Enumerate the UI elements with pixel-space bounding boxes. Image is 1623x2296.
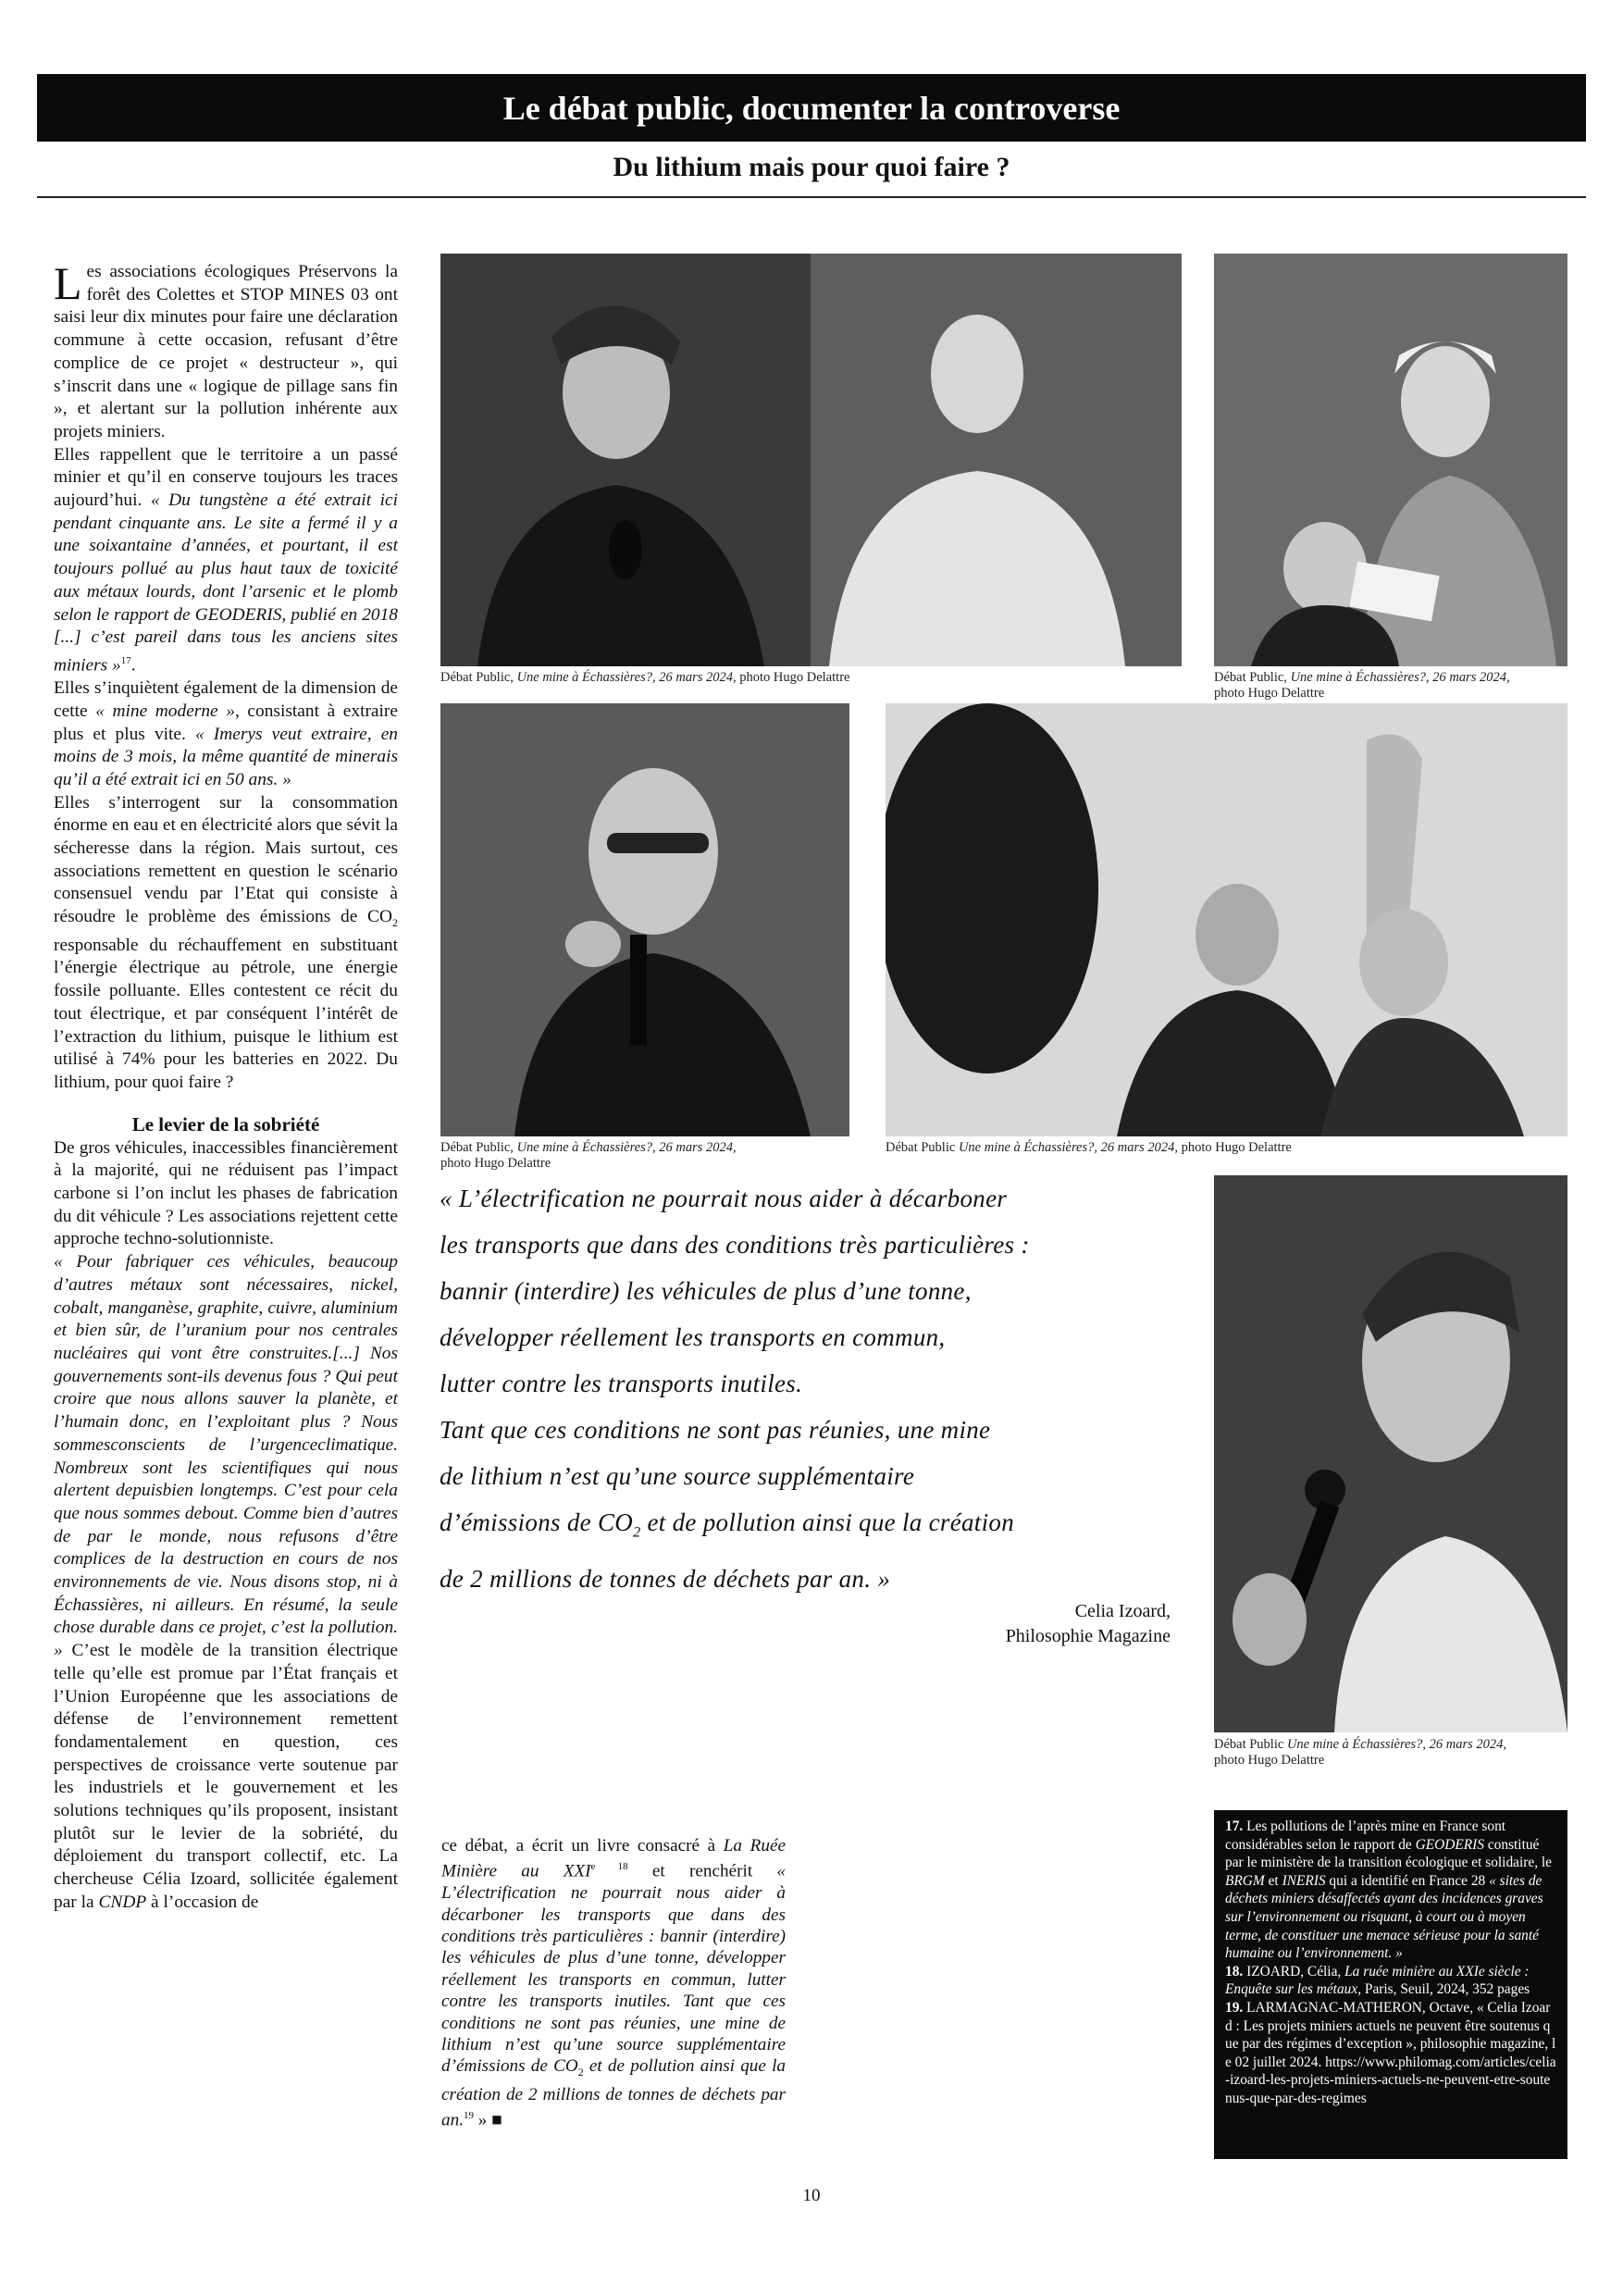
page-number: 10: [802, 2186, 821, 2205]
photo-audience-raising-hands: [886, 703, 1567, 1136]
footnote-ref-19[interactable]: 19: [463, 2110, 474, 2122]
caption-photo-3: Débat Public, Une mine à Échassières?, 26 mars 2024, photo Hugo Delattre: [440, 1140, 737, 1171]
header-divider: [37, 196, 1586, 198]
paragraph-mining-past: Elles rappellent que le territoire a un passé minier et qu’il en conserve toujours les traces aujourd’hui. « Du tungstène a été extrait ici pendant cinquante ans. Le site a fermé il y a une soixantaine d’années, et pourtant, il est toujours pollué au plus haut taux de toxicité aux métaux lourds, dont l’arsenic et le plomb selon le rapport de GEODERIS, publié en 2018 [...] c’est pareil dans tous les anciens sites miniers »$^{17}$.: [54, 444, 398, 676]
section-title: Le débat public, documenter la controverse: [502, 89, 1121, 127]
paragraph-modern-mine: Elles s’inquiètent également de la dimension de cette « mine moderne », consistant à extraire plus et plus vite. « Imerys veut extraire, en moins de 3 mois, la même quantité de minerais qu’il a été extrait ici en 50 ans. »: [54, 678, 398, 789]
photo-two-speakers: [440, 254, 1182, 666]
photo-woman-profile-microphone: [1214, 1175, 1567, 1732]
article-column-left: [54, 257, 399, 1915]
footnote-17: 17. Les pollutions de l’après mine en France sont considérables selon le rapport de GEODERIS constitué par le ministère de la transition écologique et solidaire, le BRGM et INERIS qui a identifié en France 28 « sites de déchets miniers désaffectés ayant des incidences graves sur l’environnement ou risquant, à court ou à moyen terme, de constituer une menace sérieuse pour la santé humaine ou l’environnement. »: [1225, 1818, 1553, 1962]
footnotes-box: [1214, 1810, 1567, 2159]
caption-photo-2: Débat Public, Une mine à Échassières?, 26 mars 2024, photo Hugo Delattre: [1214, 670, 1510, 701]
paragraph-izoard: ce débat, a écrit un livre consacré à La Ruée Minière au $XXI^{e 18}$ et renchérit « L’électrification ne pourrait nous aider à décarboner les transports que dans des conditions très particulières : bannir (interdire) les véhicules de plus d’une tonne, développer réellement les transports en commun, lutter contre les transports inutiles. Tant que ces conditions ne sont pas réunies, une mine de lithium n’est qu’une source supplémentaire d’émissions de $CO_2$ et de pollution ainsi que la création de 2 millions de tonnes de déchets par an.$^{19}$ » ■: [441, 1836, 787, 2130]
quote-attribution: [833, 1599, 1171, 1649]
photo-woman-speaking: [1214, 254, 1567, 666]
footnote-ref-17[interactable]: 17: [120, 654, 131, 666]
paragraph-consumption: Elles s’interrogent sur la consommation énorme en eau et en électricité alors que sévit la sécheresse dans la région. Mais surtout, ces associations remettent en question le scénario consensuel vendu par l’Etat qui consiste à résoudre le problème des émissions de $CO_2$ responsable du réchauffement en substituant l’énergie électrique au pétrole, une énergie fossile polluante. Elles contestent ce récit du tout électrique, et par conséquent l’intérêt de l’extraction du lithium, puisque le lithium est utilisé à 74% pour les batteries en 2022. Du lithium, pour quoi faire ?: [54, 792, 399, 1092]
paragraph-vehicles: De gros véhicules, inaccessibles financièrement à la majorité, qui ne réduisent pas l’impact carbone si l’on inclut les phases de fabrication du dit véhicule ? Les associations rejettent cette approche techno-solutionniste.: [54, 1137, 398, 1249]
photo-man-with-microphone: [440, 703, 849, 1136]
caption-photo-4: Débat Public Une mine à Échassières?, 26 mars 2024, photo Hugo Delattre: [886, 1140, 1292, 1155]
caption-photo-5: Débat Public Une mine à Échassières?, 26 mars 2024, photo Hugo Delattre: [1214, 1737, 1507, 1768]
caption-photo-1: Débat Public, Une mine à Échassières?, 26 mars 2024, photo Hugo Delattre: [440, 670, 850, 685]
drop-cap: L: [54, 257, 82, 309]
footnote-19: 19. LARMAGNAC-MATHERON, Octave, « Celia Izoard : Les projets miniers actuels ne peuvent être soutenus que par des régimes d’exception », philosophie magazine, le 02 juillet 2024. https://www.philomag.com/articles/celia-izoard-les-projets-miniers-actuels-ne-peuvent-etre-soutenus-que-par-des-regimes: [1225, 1999, 1556, 2106]
article-column-middle: [441, 1835, 786, 2131]
section-banner: [37, 74, 1586, 142]
section-heading-sobriety: Le levier de la sobriété: [131, 1112, 320, 1136]
footnote-18: 18. IZOARD, Célia, La ruée minière au XXIe siècle : Enquête sur les métaux, Paris, Seuil, 2024, 352 pages: [1225, 1963, 1530, 1998]
quote-source: Philosophie Magazine: [1005, 1626, 1171, 1646]
pull-quote: « L’électrification ne pourrait nous aider à décarboner les transports que dans des conditions très particulières : bannir (interdire) les véhicules de plus d’une tonne, développer réellement les transports en commun, lutter contre les transports inutiles. Tant que ces conditions ne sont pas réunies, une mine de lithium n’est qu’une source supplémentaire d’émissions de $CO_2$ et de pollution ainsi que la création de 2 millions de tonnes de déchets par an. »: [440, 1185, 1030, 1594]
paragraph-associations-quote: « Pour fabriquer ces véhicules, beaucoup d’autres métaux sont nécessaires, nickel, cobalt, manganèse, graphite, cuivre, aluminium et bien sûr, de l’uranium pour nos centrales nucléaires qui vont être construites.[...] Nos gouvernements sont-ils devenus fous ? Qui peut croire que nous allons sauver la planète, et l’humain donc, en l’exploitant plus ? Nous sommesconscients de l’urgenceclimatique. Nombreux sont les scientifiques qui nous alertent depuisbien longtemps. C’est pour cela que nous sommes debout. Comme bien d’autres de par le monde, nous refusons d’être complices de la destruction en cours de nos environnements de vie. Nous disons stop, ni à Échassières, ni ailleurs. En résumé, la seule chose durable dans ce projet, c’est la pollution. » C’est le modèle de la transition électrique telle qu’elle est promue par l’État français et l’Union Européenne que les associations de défense de l’environnement remettent fondamentalement en question, ces perspectives de croissance verte soutenue par les industriels et le gouvernement et les solutions techniques qu’ils proposent, insistant plutôt sur le levier de la sobriété, du déploiement du transport collectif, etc. La chercheuse Célia Izoard, sollicitée également par la CNDP à l’occasion de: [54, 1252, 398, 1912]
paragraph-intro: Les associations écologiques Préservons la forêt des Colettes et STOP MINES 03 ont saisi leur dix minutes pour faire une déclaration commune à cette occasion, refusant d’être complice de ce projet « destructeur », qui s’inscrit dans une « logique de pillage sans fin », et alertant sur la pollution inhérente aux projets miniers.: [54, 257, 398, 441]
article-subtitle: Du lithium mais pour quoi faire ?: [613, 152, 1010, 182]
quote-author: Celia Izoard,: [1074, 1601, 1171, 1621]
footnote-ref-18[interactable]: e 18: [590, 1861, 628, 1873]
